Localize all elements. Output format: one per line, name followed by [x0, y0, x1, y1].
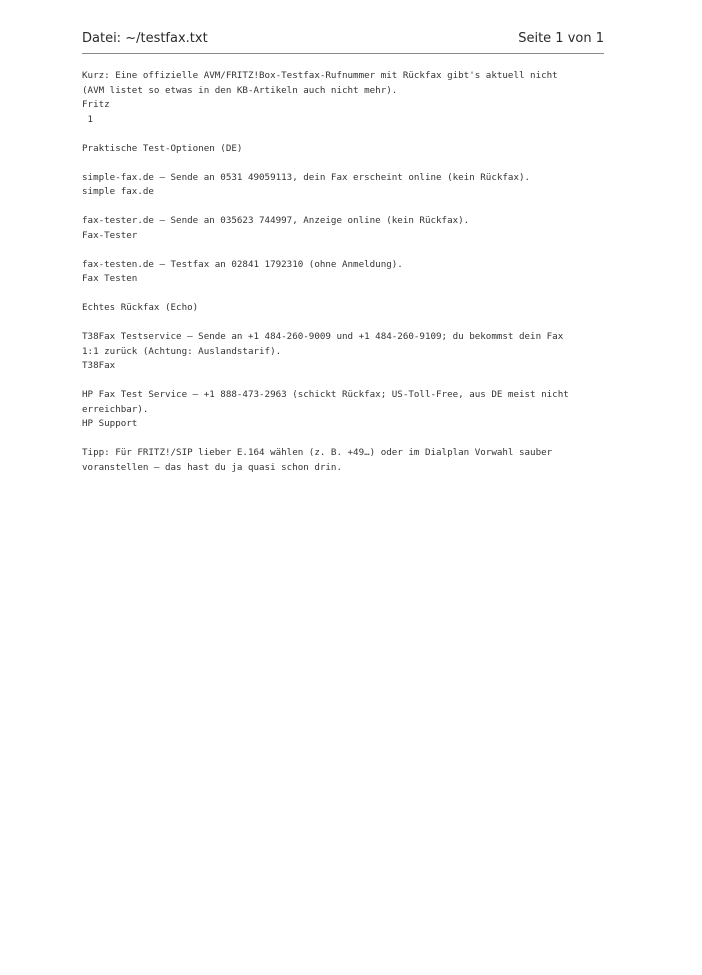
- text-line: T38Fax Testservice – Sende an +1 484-260-9009 und +1 484-260-9109; du bekommst dein Fax: [82, 331, 564, 342]
- text-line: Fax-Tester: [82, 229, 138, 241]
- text-line: [82, 316, 604, 331]
- text-line: simple fax.de: [82, 186, 154, 197]
- text-line: [82, 156, 604, 171]
- text-line: (AVM listet so etwas in den KB-Artikeln auch nicht mehr).: [82, 84, 398, 96]
- text-line: Tipp: Für FRITZ!/SIP lieber E.164 wählen (z. B. +49…) oder im Dialplan Vorwahl sauber: [82, 447, 553, 458]
- text-line: voranstellen – das hast du ja quasi schon drin.: [82, 461, 342, 473]
- file-name-label: Datei: ~/testfax.txt: [82, 31, 208, 46]
- text-line: [82, 127, 604, 142]
- text-line: [82, 287, 604, 302]
- text-line: 1:1 zurück (Achtung: Auslandstarif).: [82, 345, 282, 357]
- text-line: erreichbar).: [82, 403, 149, 415]
- text-line: simple-fax.de – Sende an 0531 49059113, dein Fax erscheint online (kein Rückfax).: [82, 171, 531, 183]
- text-line: Fax Testen: [82, 273, 138, 284]
- text-line: fax-tester.de – Sende an 035623 744997, Anzeige online (kein Rückfax).: [82, 215, 470, 226]
- page-header: [82, 31, 604, 54]
- text-line: HP Support: [82, 418, 138, 429]
- text-line: Fritz: [82, 99, 110, 110]
- text-line: Praktische Test-Optionen (DE): [82, 142, 243, 154]
- text-line: [82, 374, 604, 389]
- document-body: [82, 69, 604, 475]
- page-number-label: Seite 1 von 1: [518, 31, 604, 46]
- text-line: Echtes Rückfax (Echo): [82, 302, 199, 313]
- text-line: 1: [82, 113, 94, 125]
- text-line: Kurz: Eine offizielle AVM/FRITZ!Box-Testfax-Rufnummer mit Rückfax gibt's aktuell nicht: [82, 70, 558, 81]
- text-line: fax-testen.de – Testfax an 02841 1792310 (ohne Anmeldung).: [82, 258, 403, 270]
- text-line: [82, 432, 604, 447]
- text-line: HP Fax Test Service – +1 888-473-2963 (schickt Rückfax; US-Toll-Free, aus DE meist nicht: [82, 389, 569, 400]
- text-line: [82, 200, 604, 215]
- text-line: [82, 243, 604, 258]
- text-line: T38Fax: [82, 360, 116, 371]
